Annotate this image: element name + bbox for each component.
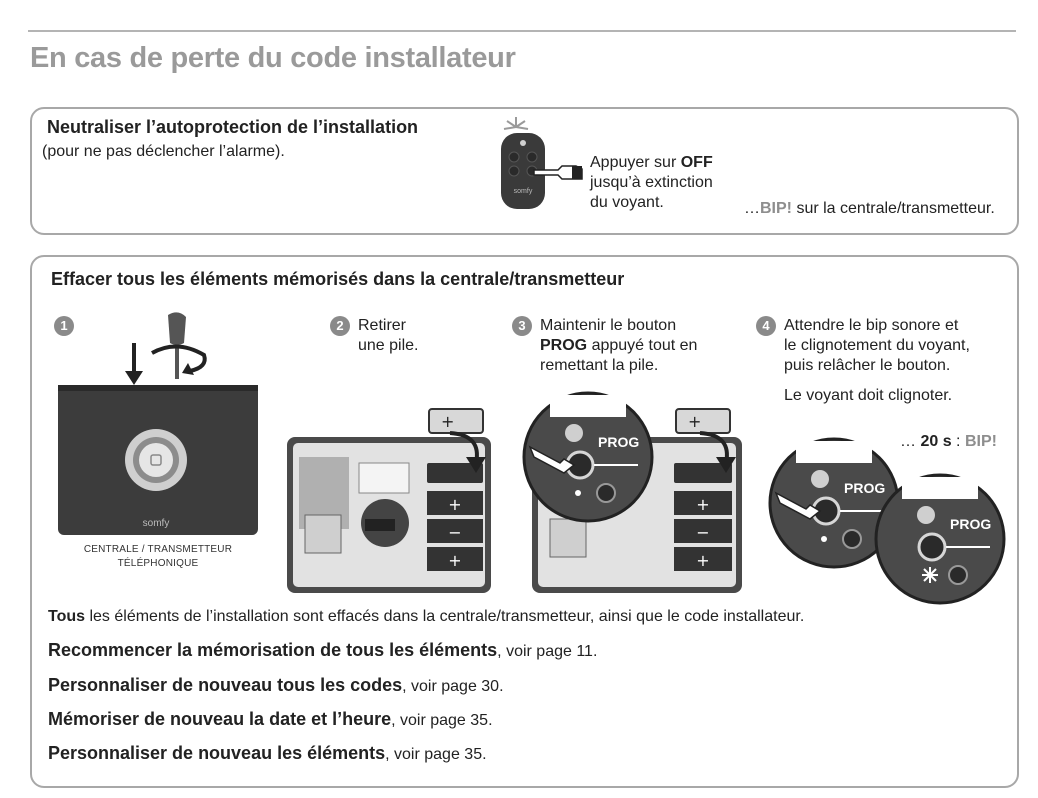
pointing-hand-icon [532, 161, 584, 183]
insert-arrow-icon [692, 429, 742, 479]
step1-caption: CENTRALE / TRANSMETTEUR TÉLÉPHONIQUE [83, 544, 233, 569]
step4-number: 4 [756, 316, 776, 336]
remote-brand: somfy [513, 188, 533, 195]
svg-text:−: − [696, 523, 710, 542]
section-neutraliser [30, 107, 1019, 235]
paragraph-recommencer: Recommencer la mémorisation de tous les éléments, voir page 11. [48, 640, 598, 660]
step1-number: 1 [54, 316, 74, 336]
prog-label-step3: PROG [598, 434, 640, 450]
page-title: En cas de perte du code installateur [30, 42, 516, 74]
section2-title: Effacer tous les éléments mémorisés dans la centrale/transmetteur [51, 269, 625, 289]
step4-text: Attendre le bip sonore et le clignotement du voyant, puis relâcher le bouton. Le voyant doit clignoter. [784, 317, 970, 404]
prog-label-step4a: PROG [844, 480, 886, 496]
central-brand: somfy [142, 518, 170, 529]
svg-text:+: + [688, 412, 702, 431]
step2-number: 2 [330, 316, 350, 336]
svg-text:+: + [448, 551, 462, 570]
central-unit-icon [58, 385, 258, 535]
step3-text: Maintenir le bouton PROG appuyé tout en remettant la pile. [540, 317, 698, 374]
led-blink-icon [922, 567, 938, 583]
section1-subtitle: (pour ne pas déclencher l’alarme). [42, 143, 285, 160]
led-blink-circle-icon [872, 471, 1008, 607]
screwdriver-icon [122, 309, 222, 389]
svg-text:+: + [696, 551, 710, 570]
paragraph-elements: Personnaliser de nouveau les éléments, voir page 35. [48, 743, 487, 763]
paragraph-tous: Tous les éléments de l’installation sont effacés dans la centrale/transmetteur, ainsi que le code installateur. [48, 608, 805, 625]
step2-text: Retirer une pile. [358, 317, 419, 354]
paragraph-date-heure: Mémoriser de nouveau la date et l’heure, voir page 35. [48, 709, 493, 729]
svg-text:+: + [441, 412, 455, 431]
paragraph-codes: Personnaliser de nouveau tous les codes, voir page 30. [48, 675, 504, 695]
top-rule [28, 30, 1016, 32]
remove-arrow-icon [442, 429, 492, 479]
step4-timer: … 20 s : BIP! [900, 433, 997, 450]
svg-text:+: + [696, 495, 710, 514]
step3-number: 3 [512, 316, 532, 336]
svg-text:+: + [448, 495, 462, 514]
section1-instruction: Appuyer sur OFF jusqu’à extinction du voyant. [590, 154, 713, 211]
prog-label-step4b: PROG [950, 516, 992, 532]
section1-result: …BIP! sur la centrale/transmetteur. [744, 200, 995, 217]
svg-text:−: − [448, 523, 462, 542]
section1-title: Neutraliser l’autoprotection de l’installation [47, 117, 419, 137]
magnifier-circle-icon [520, 389, 656, 525]
